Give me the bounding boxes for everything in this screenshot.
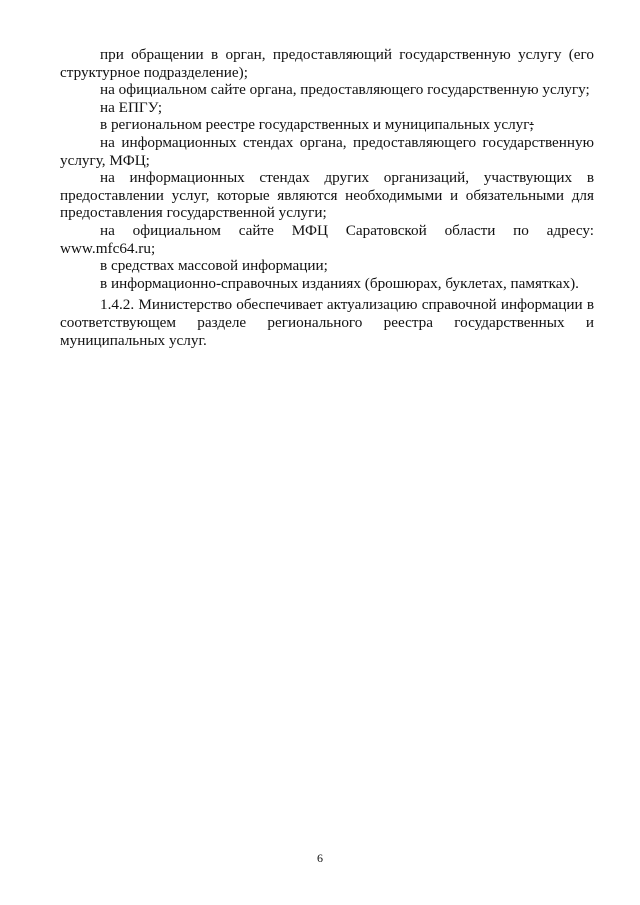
paragraph-regional-registry: [60, 116, 594, 134]
struck-semicolon: ;: [529, 116, 534, 134]
paragraph-mfc-website: на официальном сайте МФЦ Саратовской области по адресу: www.mfc64.ru;: [60, 221, 594, 257]
paragraph-section-1-4-2: 1.4.2. Министерство обеспечивает актуализацию справочной информации в соответствующем разделе регионального реестра государственных и муниципальных услуг.: [60, 296, 594, 349]
paragraph-mass-media: в средствах массовой информации;: [100, 257, 328, 275]
paragraph-reference-publications: в информационно-справочных изданиях (брошюрах, буклетах, памятках).: [100, 274, 579, 292]
document-body: [60, 46, 594, 349]
paragraph-epgu: на ЕПГУ;: [100, 98, 163, 116]
page-number: 6: [317, 851, 323, 865]
paragraph-appeal-to-agency: при обращении в орган, предоставляющий государственную услугу (его структурное подразделение);: [60, 46, 594, 81]
paragraph-agency-website: на официальном сайте органа, предоставляющего государственную услугу;: [100, 81, 590, 99]
paragraph-other-org-stands: на информационных стендах других организаций, участвующих в предоставлении услуг, которые являются необходимыми и обязательными для предоставления государственной услуги;: [60, 169, 594, 222]
paragraph-regional-registry-text: в региональном реестре государственных и муниципальных услуг: [100, 116, 530, 134]
paragraph-agency-stands: на информационных стендах органа, предоставляющего государственную услугу, МФЦ;: [60, 133, 594, 169]
